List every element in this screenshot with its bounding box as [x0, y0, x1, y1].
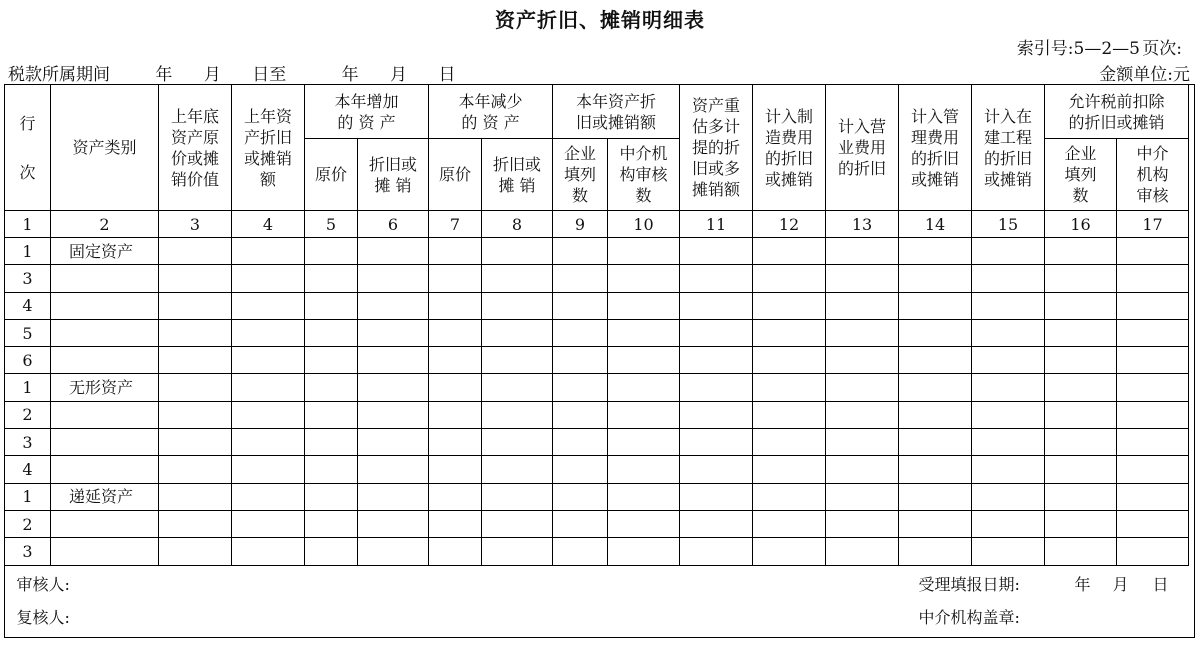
col-number: 8: [482, 211, 553, 238]
header-decrease-depreciation: 折旧或 摊 销: [482, 139, 553, 211]
col-number: 4: [232, 211, 305, 238]
header-decrease: 本年减少 的 资 产: [429, 85, 553, 139]
page-number-label: 页次:: [1142, 39, 1182, 59]
header-construction: 计入在 建工程 的折旧 或摊销: [972, 85, 1045, 211]
col-number: 12: [753, 211, 826, 238]
header-allowed: 允许税前扣除 的折旧或摊销: [1045, 85, 1189, 139]
form-title: 资产折旧、摊销明细表: [495, 8, 705, 32]
submission-date-day: 日: [1152, 574, 1169, 594]
col-number: 1: [5, 211, 51, 238]
rechecker-label: 复核人:: [16, 608, 70, 628]
header-allowed-agency: 中介 机构 审核: [1117, 139, 1189, 211]
row-number: 4: [5, 456, 51, 483]
period-from-year: 年: [155, 65, 173, 85]
col-number: 6: [358, 211, 429, 238]
header-increase-depreciation: 折旧或 摊 销: [358, 139, 429, 211]
header-current-depreciation: 本年资产折 旧或摊销额: [553, 85, 680, 139]
row-number: 1: [5, 374, 51, 401]
table-frame: [4, 84, 1195, 638]
header-prior-original-value: 上年底 资产原 价或摊 销价值: [159, 85, 232, 211]
header-allowed-enterprise: 企业 填列 数: [1045, 139, 1117, 211]
row-category: 固定资产: [51, 238, 159, 265]
col-number: 7: [429, 211, 482, 238]
col-number: 15: [972, 211, 1045, 238]
col-number: 16: [1045, 211, 1117, 238]
header-prior-depreciation: 上年资 产折旧 或摊销 额: [232, 85, 305, 211]
header-current-enterprise: 企业 填列 数: [553, 139, 608, 211]
row-number: 5: [5, 319, 51, 346]
row-number: 2: [5, 510, 51, 537]
row-category: 递延资产: [51, 483, 159, 510]
header-increase: 本年增加 的 资 产: [305, 85, 429, 139]
row-number: 3: [5, 538, 51, 565]
row-number: 1: [5, 238, 51, 265]
row-number: 2: [5, 401, 51, 428]
row-category: 无形资产: [51, 374, 159, 401]
period-to-year: 年: [341, 65, 359, 85]
row-number: 3: [5, 265, 51, 292]
tax-period: [8, 60, 455, 85]
header-operating: 计入营 业费用 的折旧: [826, 85, 899, 211]
reviewer-label: 审核人:: [16, 574, 70, 594]
submission-date-month: 月: [1112, 574, 1129, 594]
row-number: 3: [5, 429, 51, 456]
col-number: 9: [553, 211, 608, 238]
header-decrease-original: 原价: [429, 139, 482, 211]
submission-date-label: 受理填报日期:: [918, 574, 1020, 594]
submission-date-year: 年: [1074, 574, 1091, 594]
row-number: 6: [5, 347, 51, 374]
header-revaluation: 资产重 估多计 提的折 旧或多 摊销额: [680, 85, 753, 211]
col-number: 11: [680, 211, 753, 238]
index-number: 索引号:5—2—5: [1016, 39, 1140, 59]
header-current-agency: 中介机 构审核 数: [608, 139, 680, 211]
col-number: 14: [899, 211, 972, 238]
col-number: 17: [1117, 211, 1189, 238]
period-from-day-to: 日至: [252, 65, 287, 85]
tax-period-label: 税款所属期间: [8, 65, 110, 85]
period-from-month: 月: [203, 65, 221, 85]
header-manufacturing: 计入制 造费用 的折旧 或摊销: [753, 85, 826, 211]
currency-unit: 金额单位:元: [1099, 65, 1190, 85]
header-admin: 计入管 理费用 的折旧 或摊销: [899, 85, 972, 211]
header-category: 资产类别: [51, 85, 159, 211]
header-row-no: 行 次: [5, 85, 51, 211]
col-number: 10: [608, 211, 680, 238]
agency-stamp-label: 中介机构盖章:: [918, 608, 1020, 628]
col-number: 5: [305, 211, 358, 238]
period-to-month: 月: [390, 65, 408, 85]
row-number: 4: [5, 292, 51, 319]
col-number: 13: [826, 211, 899, 238]
row-number: 1: [5, 483, 51, 510]
col-number: 3: [159, 211, 232, 238]
header-increase-original: 原价: [305, 139, 358, 211]
col-number: 2: [51, 211, 159, 238]
period-to-day: 日: [438, 65, 456, 85]
